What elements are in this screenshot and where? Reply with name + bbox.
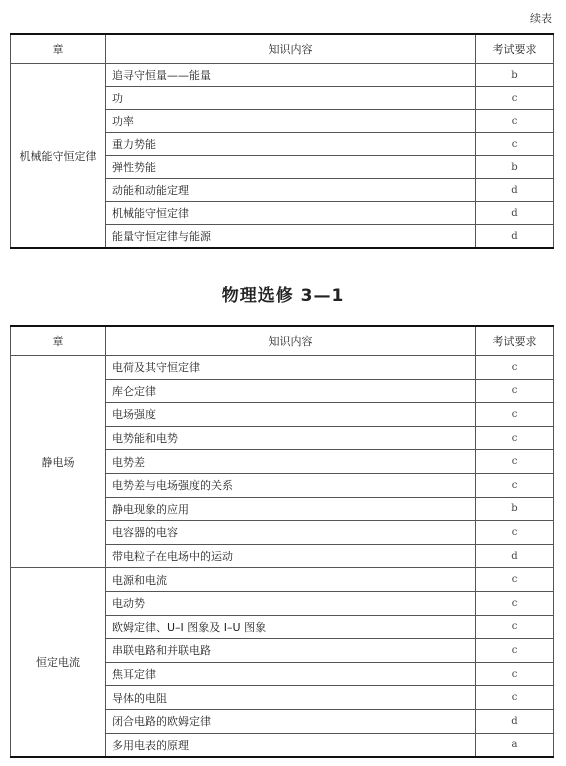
requirement-cell: b xyxy=(476,156,554,179)
content-cell: 静电现象的应用 xyxy=(106,497,476,521)
requirement-cell: b xyxy=(476,497,554,521)
content-cell: 电场强度 xyxy=(106,403,476,427)
content-cell: 弹性势能 xyxy=(106,156,476,179)
table-row xyxy=(11,568,554,592)
content-cell: 闭合电路的欧姆定律 xyxy=(106,709,476,733)
requirement-cell: c xyxy=(476,403,554,427)
requirement-cell: c xyxy=(476,521,554,545)
content-cell: 多用电表的原理 xyxy=(106,733,476,757)
content-cell: 欧姆定律、U–I 图象及 I–U 图象 xyxy=(106,615,476,639)
table-header-row xyxy=(11,34,554,64)
content-cell: 功率 xyxy=(106,110,476,133)
requirement-cell: c xyxy=(476,473,554,497)
content-cell: 重力势能 xyxy=(106,133,476,156)
requirement-cell: d xyxy=(476,225,554,249)
content-cell: 焦耳定律 xyxy=(106,662,476,686)
header-requirement: 考试要求 xyxy=(476,34,554,64)
requirement-cell: c xyxy=(476,426,554,450)
content-cell: 机械能守恒定律 xyxy=(106,202,476,225)
requirement-cell: c xyxy=(476,591,554,615)
content-cell: 追寻守恒量——能量 xyxy=(106,64,476,87)
requirement-cell: c xyxy=(476,133,554,156)
requirement-cell: c xyxy=(476,568,554,592)
table-row xyxy=(11,356,554,380)
requirement-cell: d xyxy=(476,544,554,568)
content-cell: 串联电路和并联电路 xyxy=(106,639,476,663)
content-cell: 库仑定律 xyxy=(106,379,476,403)
section-title: 物理选修 3—1 xyxy=(221,286,345,306)
requirement-cell: c xyxy=(476,450,554,474)
requirement-cell: d xyxy=(476,709,554,733)
content-cell: 电势差与电场强度的关系 xyxy=(106,473,476,497)
content-cell: 带电粒子在电场中的运动 xyxy=(106,544,476,568)
table-elective-3-1 xyxy=(10,325,554,758)
requirement-cell: c xyxy=(476,87,554,110)
requirement-cell: d xyxy=(476,202,554,225)
requirement-cell: d xyxy=(476,179,554,202)
requirement-cell: c xyxy=(476,639,554,663)
requirement-cell: c xyxy=(476,379,554,403)
table-body xyxy=(11,64,554,249)
header-requirement: 考试要求 xyxy=(476,326,554,356)
content-cell: 电源和电流 xyxy=(106,568,476,592)
chapter-cell: 静电场 xyxy=(11,356,106,568)
content-cell: 导体的电阻 xyxy=(106,686,476,710)
requirement-cell: c xyxy=(476,356,554,380)
header-content: 知识内容 xyxy=(106,34,476,64)
requirement-cell: c xyxy=(476,110,554,133)
content-cell: 动能和动能定理 xyxy=(106,179,476,202)
requirement-cell: a xyxy=(476,733,554,757)
content-cell: 功 xyxy=(106,87,476,110)
chapter-cell: 机械能守恒定律 xyxy=(11,64,106,249)
continued-label: 续表 xyxy=(530,12,552,25)
content-cell: 电动势 xyxy=(106,591,476,615)
content-cell: 电荷及其守恒定律 xyxy=(106,356,476,380)
table-row xyxy=(11,64,554,87)
requirement-cell: c xyxy=(476,662,554,686)
header-chapter: 章 xyxy=(11,326,106,356)
requirement-cell: c xyxy=(476,615,554,639)
table-header-row xyxy=(11,326,554,356)
table-body xyxy=(11,356,554,758)
requirement-cell: b xyxy=(476,64,554,87)
content-cell: 电势差 xyxy=(106,450,476,474)
header-chapter: 章 xyxy=(11,34,106,64)
requirement-cell: c xyxy=(476,686,554,710)
table-mechanical-energy xyxy=(10,33,554,249)
content-cell: 电容器的电容 xyxy=(106,521,476,545)
chapter-cell: 恒定电流 xyxy=(11,568,106,757)
header-content: 知识内容 xyxy=(106,326,476,356)
content-cell: 能量守恒定律与能源 xyxy=(106,225,476,249)
content-cell: 电势能和电势 xyxy=(106,426,476,450)
